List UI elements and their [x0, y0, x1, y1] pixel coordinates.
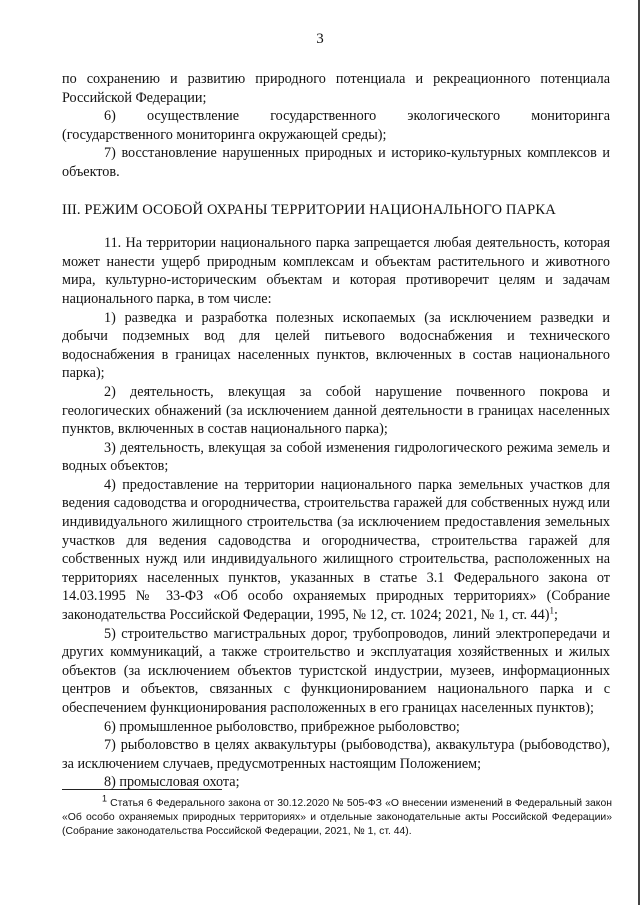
footnote — [62, 793, 612, 838]
section-heading: III. РЕЖИМ ОСОБОЙ ОХРАНЫ ТЕРРИТОРИИ НАЦИОНАЛЬНОГО ПАРКА — [62, 201, 556, 218]
paragraph-item-6: 6) осуществление государственного экологического мониторинга (государственного мониторинга окружающей среды); — [62, 108, 610, 143]
list-item-6: 6) промышленное рыболовство, прибрежное рыболовство; — [104, 718, 460, 735]
list-item-1: 1) разведка и разработка полезных ископаемых (за исключением разведки и добычи подземных вод для целей питьевого водоснабжения и технического водоснабжения в границах населенных пунктов, включенных в состав национального парка); — [62, 309, 610, 382]
list-item-4 — [62, 476, 610, 625]
list-item-3: 3) деятельность, влекущая за собой изменения гидрологического режима земель и водных объектов; — [62, 439, 610, 475]
paragraph-clause-11: 11. На территории национального парка запрещается любая деятельность, которая может нанести ущерб природным комплексам и объектам растительного и животного мира, культурно-историческим объектам и которая противоречит целям и задачам национального парка, в том числе: — [62, 235, 610, 307]
page-number: 3 — [316, 31, 324, 47]
list-item-4-text: 4) предоставление на территории национального парка земельных участков для ведения садоводства и огородничества, строительства гаражей для собственных нужд или индивидуального жилищного строительства (за исключением предоставления земельных участков для ведения садоводства и огородничества, строительства гаражей для собственных нужд или индивидуального жилищного строительства, расположенных на территориях населенных пунктов, указанных в статье 3.1 Федерального закона от 14.03.1995 № 33-ФЗ «Об особо охраняемых природных территориях» (Собрание законодательства Российской Федерации, 1995, № 12, ст. 1024; 2021, № 1, ст. 44) — [62, 476, 610, 624]
footnote-mark: 1 — [102, 793, 108, 804]
footnote-divider — [62, 789, 222, 790]
list-item-7: 7) рыболовство в целях аквакультуры (рыбоводства), аквакультура (рыбоводство), за исключением случаев, предусмотренных настоящим Положением; — [62, 737, 610, 772]
paragraph-continuation: по сохранению и развитию природного потенциала и рекреационного потенциала Российской Федерации; — [62, 71, 610, 106]
document-body — [62, 70, 610, 792]
list-item-2: 2) деятельность, влекущая за собой нарушение почвенного покрова и геологических обнажений (за исключением данной деятельности в границах населенных пунктов, включенных в состав национального парка); — [62, 383, 610, 438]
paragraph-item-7: 7) восстановление нарушенных природных и историко-культурных комплексов и объектов. — [62, 145, 610, 180]
list-item-4-end: ; — [553, 607, 558, 624]
footnote-text: Статья 6 Федерального закона от 30.12.2020 № 505-ФЗ «О внесении изменений в Федеральный закон «Об особо охраняемых природных территориях» и отдельные законодательные акты Российской Федерации» (Собрание законодательства Российской Федерации, 2021, № 1, ст. 44). — [62, 798, 612, 837]
list-item-8: 8) промысловая охота; — [104, 774, 240, 791]
list-item-5: 5) строительство магистральных дорог, трубопроводов, линий электропередачи и других коммуникаций, а также строительство и эксплуатация хозяйственных и жилых объектов (за исключением объектов туристской индустрии, музеев, информационных центров и объектов, связанных с функционированием национального парка и с обеспечением функционирования расположенных в его границах населенных пунктов); — [62, 625, 610, 716]
footnote-reference[interactable]: 1 — [549, 605, 554, 616]
